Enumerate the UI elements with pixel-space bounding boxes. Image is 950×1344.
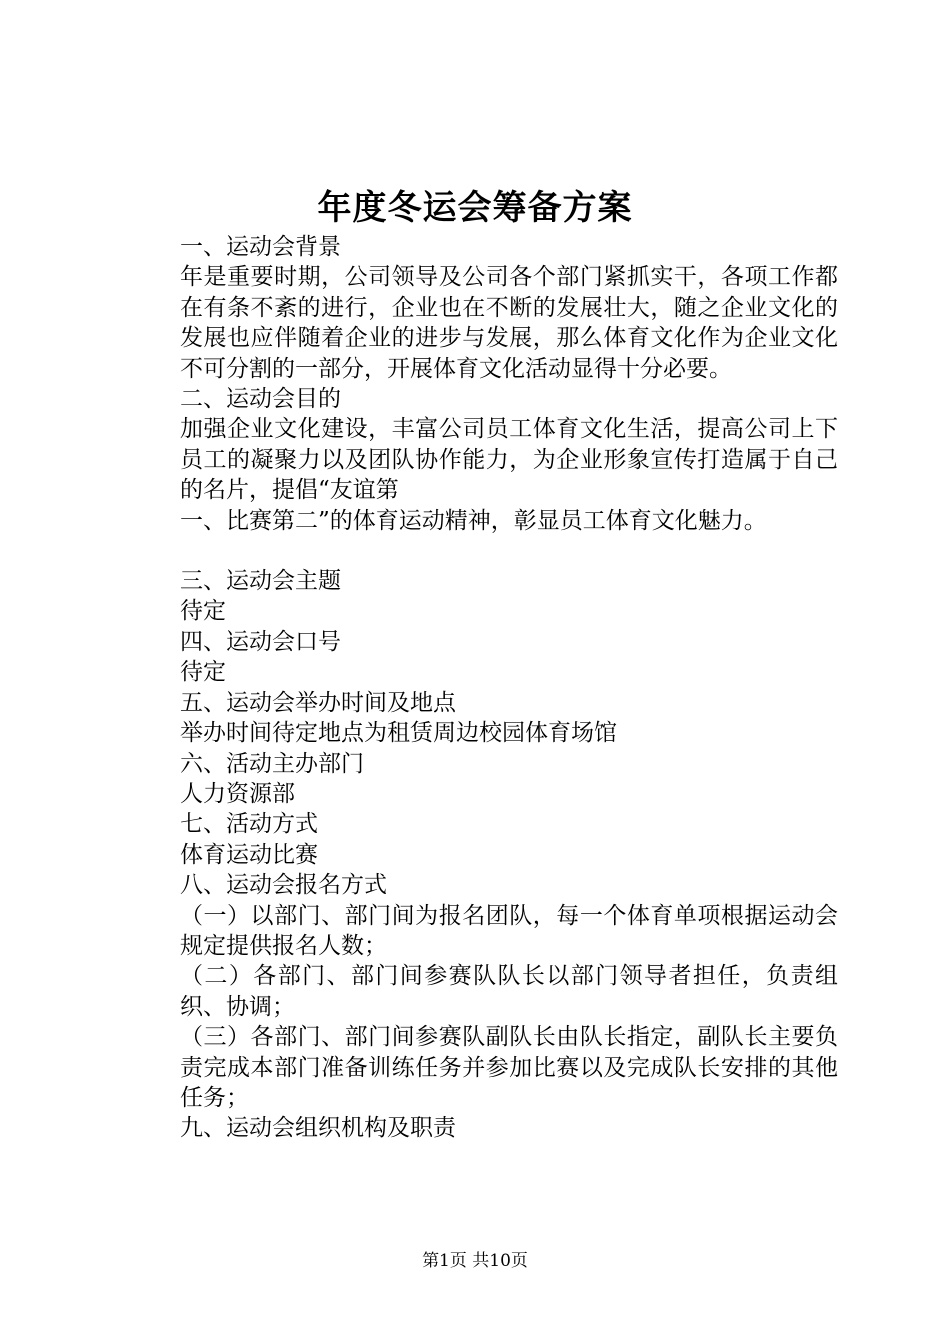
paragraph-registration-1: （一）以部门、部门间为报名团队，每一个体育单项根据运动会规定提供报名人数； xyxy=(180,902,838,959)
heading-theme: 三、运动会主题 xyxy=(180,568,341,595)
paragraph-registration-3: （三）各部门、部门间参赛队副队长由队长指定，副队长主要负责完成本部门准备训练任务并参加比赛以及完成队长安排的其他任务； xyxy=(180,1024,838,1111)
heading-purpose: 二、运动会目的 xyxy=(180,386,341,413)
heading-format: 七、活动方式 xyxy=(180,811,318,838)
page-footer: 第1页 共10页 xyxy=(422,1251,528,1271)
paragraph-format: 体育运动比赛 xyxy=(180,841,318,868)
paragraph-background: 年是重要时期，公司领导及公司各个部门紧抓实干，各项工作都在有条不紊的进行，企业也在不断的发展壮大，随之企业文化的发展也应伴随着企业的进步与发展，那么体育文化作为企业文化不可分割的一部分，开展体育文化活动显得十分必要。 xyxy=(180,264,838,382)
paragraph-slogan: 待定 xyxy=(180,659,226,686)
heading-background: 一、运动会背景 xyxy=(180,234,341,260)
heading-time-place: 五、运动会举办时间及地点 xyxy=(180,689,456,716)
blank-line xyxy=(128,536,838,566)
paragraph-purpose: 加强企业文化建设，丰富公司员工体育文化生活，提高公司上下员工的凝聚力以及团队协作能力，为企业形象宣传打造属于自己的名片，提倡“友谊第 xyxy=(180,416,838,504)
paragraph-registration-2: （二）各部门、部门间参赛队队长以部门领导者担任，负责组织、协调； xyxy=(180,963,838,1020)
document-body xyxy=(128,232,838,1144)
heading-slogan: 四、运动会口号 xyxy=(180,628,341,655)
paragraph-purpose-continued: 一、比赛第二”的体育运动精神，彰显员工体育文化魅力。 xyxy=(180,507,767,534)
heading-registration: 八、运动会报名方式 xyxy=(180,872,387,899)
paragraph-time-place: 举办时间待定地点为租赁周边校园体育场馆 xyxy=(180,720,617,747)
paragraph-organizer: 人力资源部 xyxy=(180,780,295,807)
paragraph-theme: 待定 xyxy=(180,598,226,625)
heading-organization: 九、运动会组织机构及职责 xyxy=(180,1115,456,1142)
heading-organizer: 六、活动主办部门 xyxy=(180,750,364,777)
document-title: 年度冬运会筹备方案 xyxy=(317,188,633,228)
